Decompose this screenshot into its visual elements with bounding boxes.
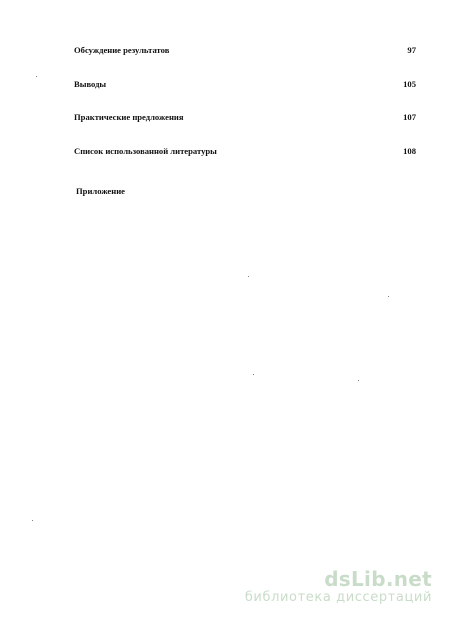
scan-speck	[32, 520, 33, 521]
scan-speck	[253, 374, 254, 375]
appendix-heading[interactable]: Приложение	[76, 186, 125, 196]
toc-entry[interactable]	[74, 111, 416, 123]
toc-entry-title: Обсуждение результатов	[74, 45, 170, 55]
toc-entry-page: 108	[403, 145, 416, 156]
toc-entry-title: Выводы	[74, 78, 107, 89]
toc-entry-title: Список использованной литературы	[74, 145, 217, 156]
table-of-contents	[74, 44, 416, 157]
scan-speck	[36, 76, 37, 77]
scan-speck	[388, 296, 389, 297]
toc-entry[interactable]	[74, 145, 416, 157]
scan-speck	[358, 380, 359, 381]
toc-entry[interactable]	[74, 44, 416, 56]
toc-entry-page: 107	[403, 112, 416, 122]
watermark-subtitle: библиотека диссертаций	[244, 590, 432, 605]
watermark-brand: dsLib.net	[324, 567, 432, 591]
toc-entry[interactable]	[74, 78, 416, 90]
toc-entry-page: 105	[403, 78, 416, 89]
toc-entry-title: Практические предложения	[74, 112, 184, 122]
toc-entry-page: 97	[407, 45, 416, 55]
watermark	[245, 568, 432, 606]
scan-speck	[248, 276, 249, 277]
